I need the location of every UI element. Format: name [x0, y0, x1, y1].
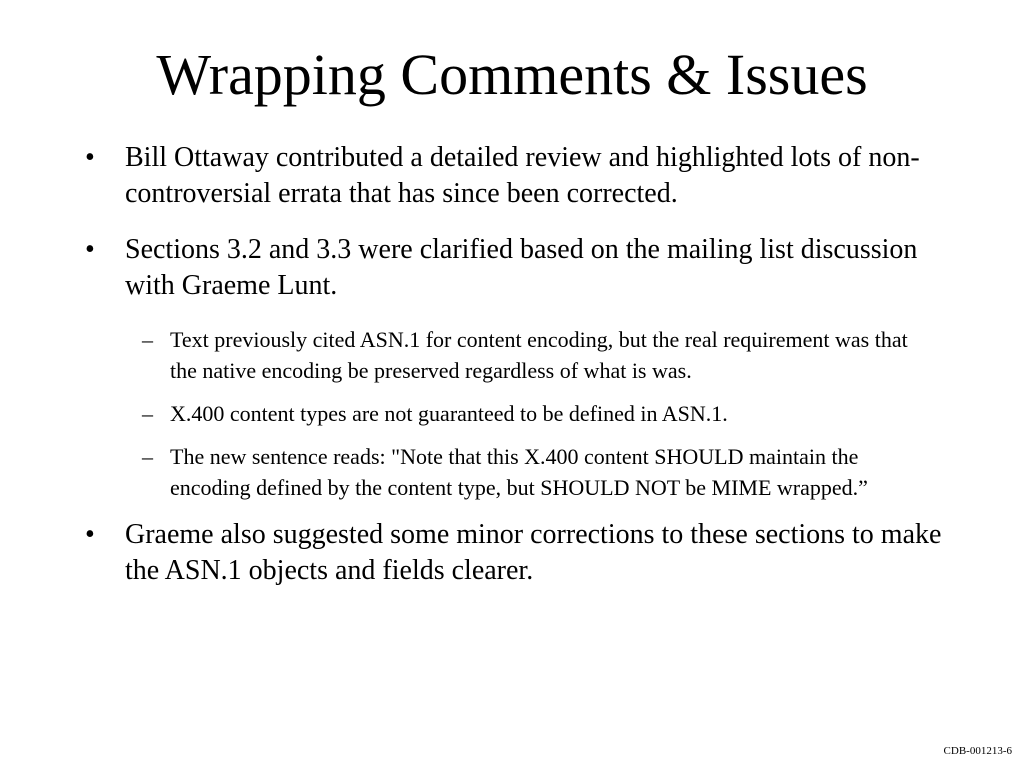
slide-content: [85, 140, 945, 609]
bullet-item: [85, 140, 945, 212]
sub-bullet-item: [125, 324, 930, 386]
sub-bullet-text: X.400 content types are not guaranteed to be defined in ASN.1.: [170, 401, 728, 426]
sub-bullet-marker: –: [142, 444, 153, 469]
sub-bullet-text: The new sentence reads: "Note that this X.400 content SHOULD maintain the encoding defined by the content type, but SHOULD NOT be MIME wrapped.”: [170, 444, 868, 500]
bullet-item: [85, 517, 945, 589]
sub-bullet-marker: –: [142, 327, 153, 352]
bullet-marker: •: [85, 519, 95, 550]
slide-footer-code: CDB-001213-6: [943, 745, 1012, 757]
bullet-text: Sections 3.2 and 3.3 were clarified based on the mailing list discussion with Graeme Lunt.: [125, 234, 918, 301]
sub-bullet-item: [125, 398, 930, 429]
bullet-marker: •: [85, 234, 95, 265]
bullet-text: Bill Ottaway contributed a detailed review and highlighted lots of non-controversial errata that has since been corrected.: [125, 142, 920, 209]
sub-bullet-item: [125, 441, 930, 503]
sub-bullet-marker: –: [142, 401, 153, 426]
bullet-item: [85, 232, 945, 304]
sub-bullet-text: Text previously cited ASN.1 for content encoding, but the real requirement was that the native encoding be preserved regardless of what is was.: [170, 327, 908, 383]
bullet-text: Graeme also suggested some minor corrections to these sections to make the ASN.1 objects and fields clearer.: [125, 519, 942, 586]
bullet-marker: •: [85, 142, 95, 173]
slide-title: Wrapping Comments & Issues: [156, 42, 868, 107]
sub-bullet-list: [85, 324, 945, 503]
